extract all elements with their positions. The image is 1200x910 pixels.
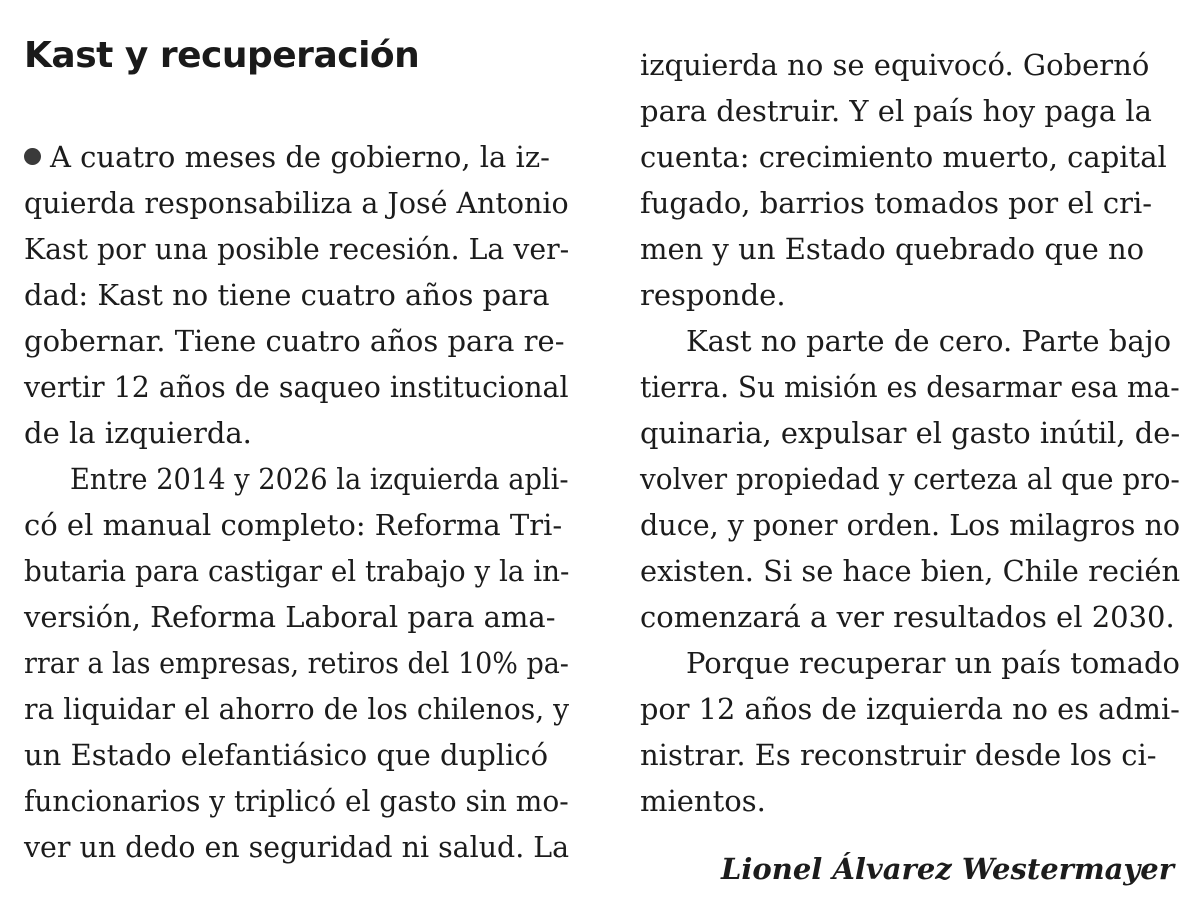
text-line: un Estado elefantiásico que duplicó bbox=[24, 738, 549, 772]
text-line: de la izquierda. bbox=[24, 416, 252, 450]
text-line: A cuatro meses de gobierno, la iz- bbox=[24, 134, 550, 180]
text-line: responde. bbox=[640, 278, 786, 312]
bullet-icon bbox=[24, 148, 41, 165]
text-line: butaria para castigar el trabajo y la in- bbox=[24, 554, 570, 588]
text-line: quierda responsabiliza a José Antonio bbox=[24, 186, 569, 220]
text-line: versión, Reforma Laboral para ama- bbox=[24, 600, 556, 634]
text-line: funcionarios y triplicó el gasto sin mo- bbox=[24, 784, 569, 818]
text-line: mientos. bbox=[640, 784, 766, 818]
text-line: Kast no parte de cero. Parte bajo bbox=[686, 324, 1172, 358]
text-line: rrar a las empresas, retiros del 10% pa- bbox=[24, 646, 569, 680]
text-line: para destruir. Y el país hoy paga la bbox=[640, 94, 1152, 128]
text-line: duce, y poner orden. Los milagros no bbox=[640, 508, 1181, 542]
text-line: volver propiedad y certeza al que pro- bbox=[640, 462, 1180, 496]
text-line: dad: Kast no tiene cuatro años para bbox=[24, 278, 550, 312]
text-line: cuenta: crecimiento muerto, capital bbox=[640, 140, 1167, 174]
article-title: Kast y recuperación bbox=[24, 35, 420, 76]
text-line: tierra. Su misión es desarmar esa ma- bbox=[640, 370, 1180, 404]
text-line: ver un dedo en seguridad ni salud. La bbox=[24, 830, 570, 864]
text-line: Kast por una posible recesión. La ver- bbox=[24, 232, 570, 266]
text-line: izquierda no se equivocó. Gobernó bbox=[640, 48, 1150, 82]
text-line: quinaria, expulsar el gasto inútil, de- bbox=[640, 416, 1181, 450]
text-line: por 12 años de izquierda no es admi- bbox=[640, 692, 1180, 726]
text-line: fugado, barrios tomados por el cri- bbox=[640, 186, 1153, 220]
author-signature: Lionel Álvarez Westermayer bbox=[720, 852, 1174, 886]
text-line: existen. Si se hace bien, Chile recién bbox=[640, 554, 1181, 588]
text-line: nistrar. Es reconstruir desde los ci- bbox=[640, 738, 1157, 772]
text-line: gobernar. Tiene cuatro años para re- bbox=[24, 324, 565, 358]
text-line: ra liquidar el ahorro de los chilenos, y bbox=[24, 692, 570, 726]
text-line: Entre 2014 y 2026 la izquierda apli- bbox=[70, 462, 569, 496]
text-line: có el manual completo: Reforma Tri- bbox=[24, 508, 563, 542]
text-line: vertir 12 años de saqueo institucional bbox=[24, 370, 569, 404]
text-line: comenzará a ver resultados el 2030. bbox=[640, 600, 1175, 634]
text-line: Porque recuperar un país tomado bbox=[686, 646, 1180, 680]
text-line: men y un Estado quebrado que no bbox=[640, 232, 1145, 266]
